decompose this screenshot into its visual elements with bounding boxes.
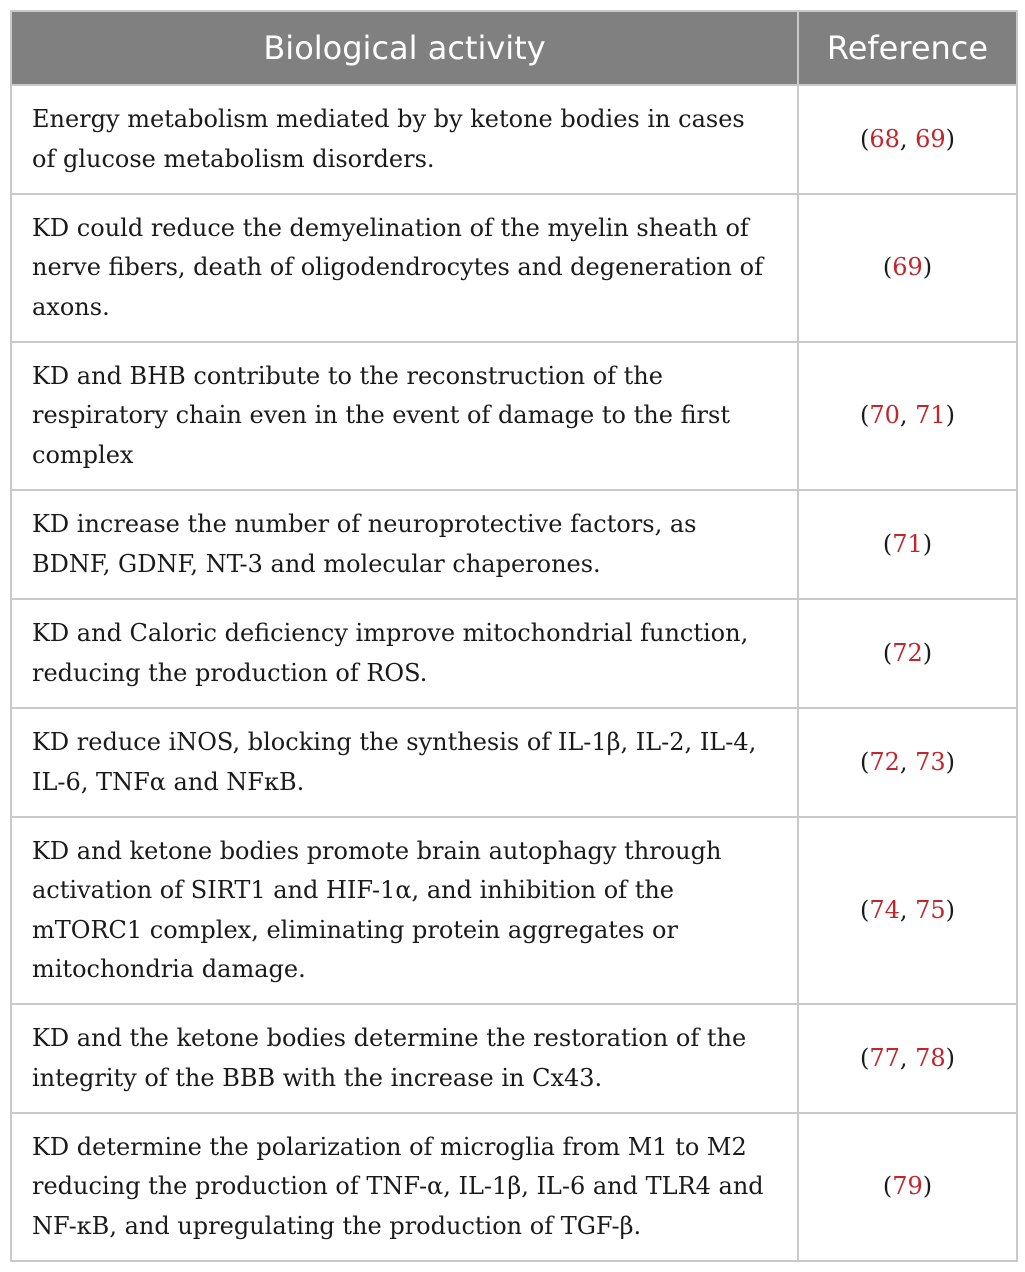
table-header-row xyxy=(11,11,1017,85)
header-reference: Reference xyxy=(798,11,1017,85)
reference-link[interactable]: 72 xyxy=(892,638,923,667)
reference-link[interactable]: 71 xyxy=(892,529,923,558)
table-row xyxy=(11,342,1017,490)
table-row xyxy=(11,1113,1017,1261)
table-row xyxy=(11,708,1017,817)
table-row xyxy=(11,599,1017,708)
reference-cell: (69) xyxy=(798,194,1017,342)
reference-link[interactable]: 68 xyxy=(869,124,900,153)
reference-cell: (77, 78) xyxy=(798,1004,1017,1113)
activity-cell: KD determine the polarization of microglia from M1 to M2 reducing the production of TNF-α, IL-1β, IL-6 and TLR4 and NF-κB, and upregulating the production of TGF-β. xyxy=(11,1113,798,1261)
reference-link[interactable]: 79 xyxy=(892,1172,923,1201)
reference-link[interactable]: 70 xyxy=(869,401,900,430)
table-row xyxy=(11,490,1017,599)
activity-cell: KD increase the number of neuroprotective factors, as BDNF, GDNF, NT-3 and molecular chaperones. xyxy=(11,490,798,599)
reference-link[interactable]: 78 xyxy=(915,1043,946,1072)
reference-cell: (68, 69) xyxy=(798,85,1017,194)
activity-cell: Energy metabolism mediated by by ketone bodies in cases of glucose metabolism disorders. xyxy=(11,85,798,194)
reference-link[interactable]: 69 xyxy=(892,253,923,282)
table-row xyxy=(11,817,1017,1004)
reference-cell: (79) xyxy=(798,1113,1017,1261)
biological-activity-table xyxy=(10,10,1018,1262)
reference-cell: (72, 73) xyxy=(798,708,1017,817)
activity-cell: KD and BHB contribute to the reconstruction of the respiratory chain even in the event of damage to the first complex xyxy=(11,342,798,490)
activity-cell: KD reduce iNOS, blocking the synthesis of IL-1β, IL-2, IL-4, IL-6, TNFα and NFκB. xyxy=(11,708,798,817)
reference-cell: (72) xyxy=(798,599,1017,708)
reference-link[interactable]: 75 xyxy=(915,895,946,924)
activity-cell: KD could reduce the demyelination of the myelin sheath of nerve fibers, death of oligodendrocytes and degeneration of axons. xyxy=(11,194,798,342)
header-biological-activity: Biological activity xyxy=(11,11,798,85)
table-row xyxy=(11,1004,1017,1113)
activity-cell: KD and the ketone bodies determine the restoration of the integrity of the BBB with the increase in Cx43. xyxy=(11,1004,798,1113)
reference-link[interactable]: 69 xyxy=(915,124,946,153)
table-row xyxy=(11,85,1017,194)
reference-cell: (74, 75) xyxy=(798,817,1017,1004)
reference-link[interactable]: 74 xyxy=(869,895,900,924)
table-row xyxy=(11,194,1017,342)
activity-cell: KD and Caloric deficiency improve mitochondrial function, reducing the production of ROS. xyxy=(11,599,798,708)
reference-cell: (71) xyxy=(798,490,1017,599)
reference-link[interactable]: 72 xyxy=(869,747,900,776)
reference-cell: (70, 71) xyxy=(798,342,1017,490)
reference-link[interactable]: 73 xyxy=(915,747,946,776)
reference-link[interactable]: 71 xyxy=(915,401,946,430)
reference-link[interactable]: 77 xyxy=(869,1043,900,1072)
activity-cell: KD and ketone bodies promote brain autophagy through activation of SIRT1 and HIF-1α, and inhibition of the mTORC1 complex, eliminating protein aggregates or mitochondria damage. xyxy=(11,817,798,1004)
